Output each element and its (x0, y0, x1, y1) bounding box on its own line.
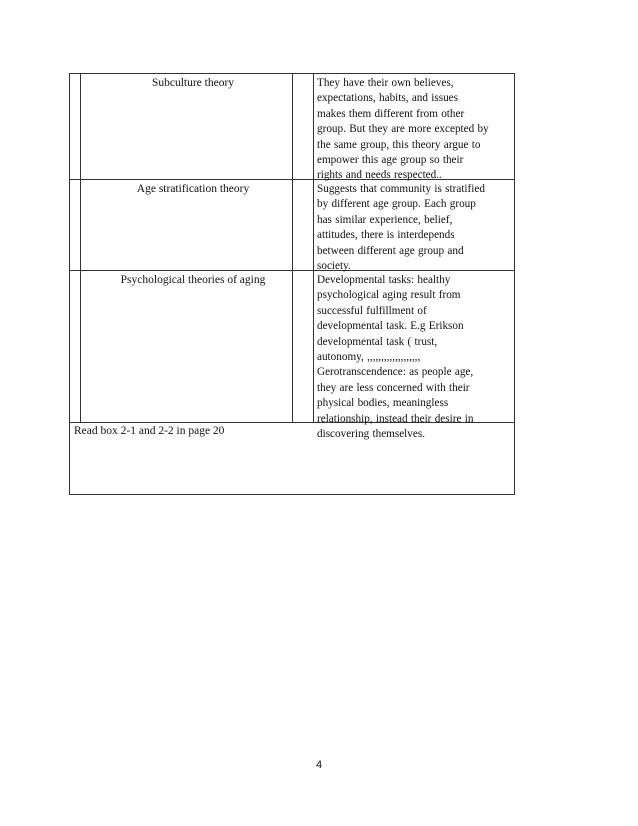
theory-description (317, 273, 512, 442)
theory-name: Psychological theories of aging (120, 274, 266, 286)
description-line: Developmental tasks: healthy (317, 274, 451, 286)
description-line: has similar experience, belief, (317, 213, 453, 226)
column-divider (80, 271, 81, 422)
description-line: between different age group and (317, 244, 464, 257)
page-number: 4 (315, 759, 323, 771)
table-row (70, 180, 514, 271)
column-divider (313, 271, 314, 422)
theories-table (69, 73, 515, 495)
description-line: discovering themselves. (317, 428, 425, 441)
column-divider (313, 180, 314, 270)
description-line: autonomy, ,,,,,,,,,,,,,,,,,,, (317, 351, 421, 364)
description-line: developmental task ( trust, (317, 335, 438, 348)
column-divider (292, 271, 293, 422)
column-divider (80, 74, 81, 179)
description-line: developmental task. E.g Erikson (317, 320, 464, 333)
column-divider (80, 180, 81, 270)
theory-name: Subculture theory (151, 77, 235, 89)
table-row (70, 74, 514, 180)
description-line: successful fulfillment of (317, 304, 427, 317)
column-divider (313, 74, 314, 179)
theory-name: Age stratification theory (136, 183, 250, 195)
description-line: the same group, this theory argue to (317, 138, 481, 151)
description-line: by different age group. Each group (317, 198, 476, 211)
description-line: relationship, instead their desire in (317, 412, 474, 425)
description-line: They have their own believes, (317, 77, 454, 89)
description-line: psychological aging result from (317, 289, 461, 302)
theory-description (317, 182, 512, 274)
description-line: they are less concerned with their (317, 381, 470, 394)
description-line: Gerotranscendence: as people age, (317, 366, 474, 379)
description-line: empower this age group so their (317, 154, 464, 167)
description-line: rights and needs respected.. (317, 169, 442, 182)
reading-note: Read box 2-1 and 2-2 in page 20 (74, 425, 225, 437)
description-line: expectations, habits, and issues (317, 92, 459, 105)
description-line: Suggests that community is stratified (317, 183, 485, 195)
description-line: society. (317, 260, 351, 273)
description-line: physical bodies, meaningless (317, 397, 449, 410)
description-line: attitudes, there is interdepends (317, 229, 455, 242)
description-line: group. But they are more excepted by (317, 123, 489, 136)
theory-description (317, 76, 512, 184)
description-line: makes them different from other (317, 107, 465, 120)
